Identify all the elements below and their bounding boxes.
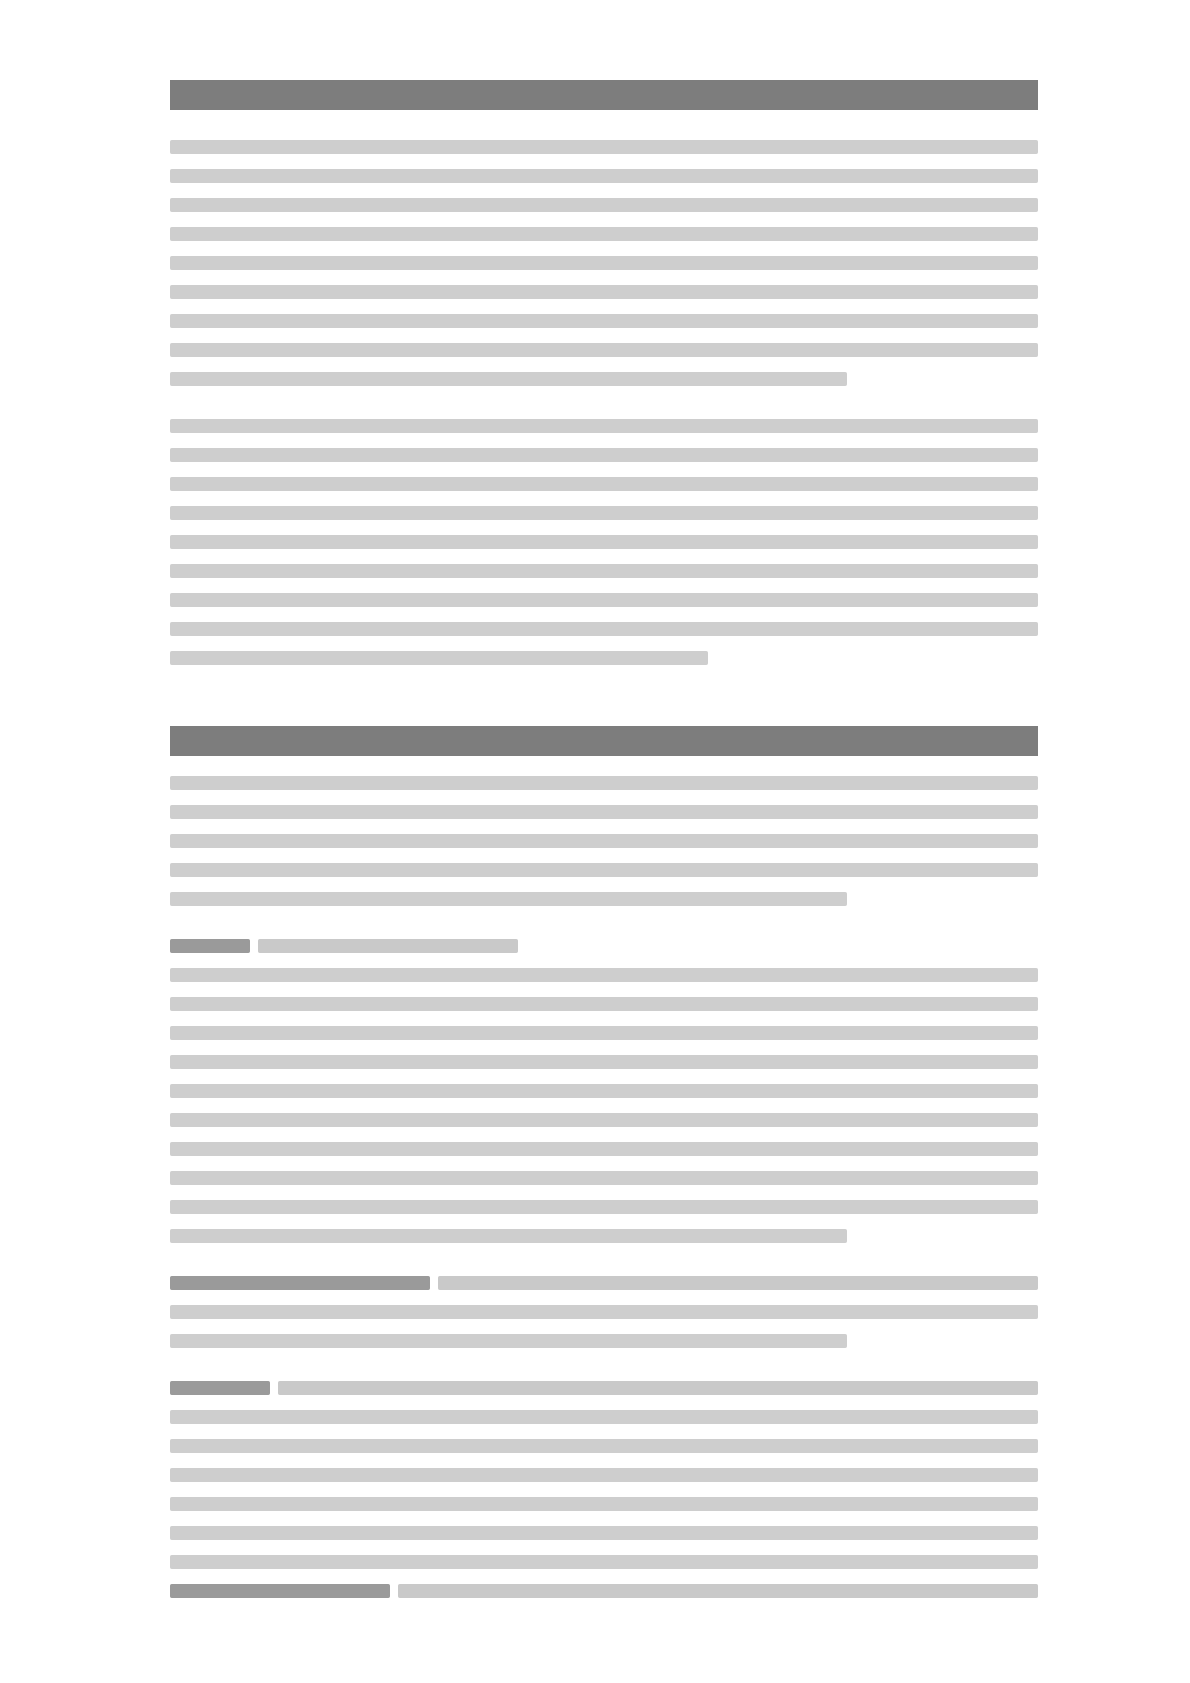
document-page [170,80,1038,1613]
paragraph-lead-late-penalty [170,1276,430,1290]
paragraph-lead-map-quiz [170,939,250,953]
paragraph-lead-extensions [170,1381,270,1395]
section-1-paragraph-2 [170,419,1038,665]
section-header-1 [170,80,1038,110]
section-2-paragraph-3 [170,1276,1038,1348]
paragraph-lead-group-work [170,1584,390,1598]
section-2-paragraph-4 [170,1381,1038,1598]
section-1-paragraph-1 [170,140,1038,386]
section-2-paragraph-1 [170,776,1038,906]
section-2-paragraph-2 [170,939,1038,1243]
section-header-2 [170,726,1038,756]
